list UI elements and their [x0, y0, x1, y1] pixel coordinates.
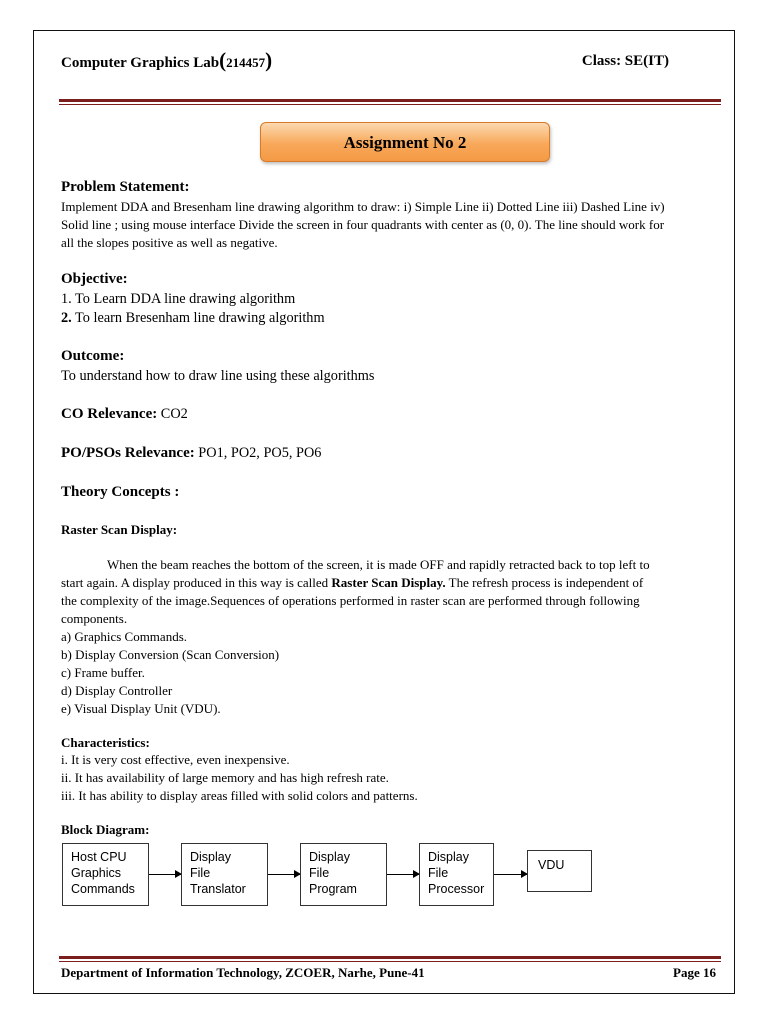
theory-heading: Theory Concepts :: [61, 484, 180, 500]
header-lab-title: Computer Graphics Lab(214457): [61, 48, 273, 72]
problem-statement-heading: Problem Statement:: [61, 179, 190, 195]
component-item: c) Frame buffer.: [61, 665, 145, 680]
component-item: e) Visual Display Unit (VDU).: [61, 701, 221, 716]
footer-page-number: Page 16: [673, 965, 716, 980]
characteristic-item: ii. It has availability of large memory and has high refresh rate.: [61, 770, 389, 785]
block-display-file-translator: Display File Translator: [181, 843, 268, 906]
characteristic-item: i. It is very cost effective, even inexpensive.: [61, 752, 290, 767]
block-vdu: VDU: [527, 850, 592, 892]
block-diagram-heading: Block Diagram:: [61, 822, 150, 837]
arrow-connector: [268, 874, 300, 875]
objective-item: 1. To Learn DDA line drawing algorithm: [61, 291, 296, 307]
problem-statement-text: Implement DDA and Bresenham line drawing algorithm to draw: i) Simple Line ii) Dotted Line iii) Dashed Line iv) Solid line ; using mouse interface Divide the screen in four quadrants with center as (0, 0). The line should work for all the slopes positive as well as negative.: [61, 199, 665, 250]
component-item: b) Display Conversion (Scan Conversion): [61, 647, 280, 662]
outcome-heading: Outcome:: [61, 348, 125, 364]
footer-divider-thin: [59, 961, 721, 962]
co-relevance: CO Relevance: CO2: [61, 406, 188, 422]
objective-list: [61, 290, 325, 328]
header-class-label: Class: SE(IT): [581, 53, 669, 69]
block-host-cpu: Host CPU Graphics Commands: [62, 843, 149, 906]
block-display-file-program: Display File Program: [300, 843, 387, 906]
assignment-title-banner: Assignment No 2: [260, 122, 550, 162]
course-code: 214457: [226, 55, 266, 70]
footer-department: Department of Information Technology, ZCOER, Narhe, Pune-41: [61, 965, 425, 980]
component-item: a) Graphics Commands.: [61, 629, 188, 644]
arrow-connector: [494, 874, 527, 875]
header-divider: [59, 99, 721, 102]
outcome-text: To understand how to draw line using these algorithms: [61, 368, 375, 384]
objective-item: 2. To learn Bresenham line drawing algorithm: [61, 310, 325, 326]
characteristic-item: iii. It has ability to display areas filled with solid colors and patterns.: [61, 788, 418, 803]
arrow-connector: [149, 874, 181, 875]
raster-scan-heading: Raster Scan Display:: [61, 522, 178, 537]
component-item: d) Display Controller: [61, 683, 173, 698]
objective-heading: Objective:: [61, 271, 128, 287]
characteristics-heading: Characteristics:: [61, 735, 150, 750]
raster-scan-paragraph: When the beam reaches the bottom of the screen, it is made OFF and rapidly retracted back to top left to start again. A display produced in this way is called Raster Scan Display. The refresh process is independent of the complexity of the image.Sequences of operations performed in raster scan are performed through following components. a) Graphics Commands. b) Display Conversion (Scan Conversion) c) Frame buffer. d) Display Controller e) Visual Display Unit (VDU).: [61, 556, 725, 718]
po-relevance: PO/PSOs Relevance: PO1, PO2, PO5, PO6: [61, 445, 322, 461]
characteristics-list: [61, 751, 725, 805]
block-display-file-processor: Display File Processor: [419, 843, 494, 906]
header-divider-thin: [59, 104, 721, 105]
footer-divider: [59, 956, 721, 959]
arrow-connector: [387, 874, 419, 875]
